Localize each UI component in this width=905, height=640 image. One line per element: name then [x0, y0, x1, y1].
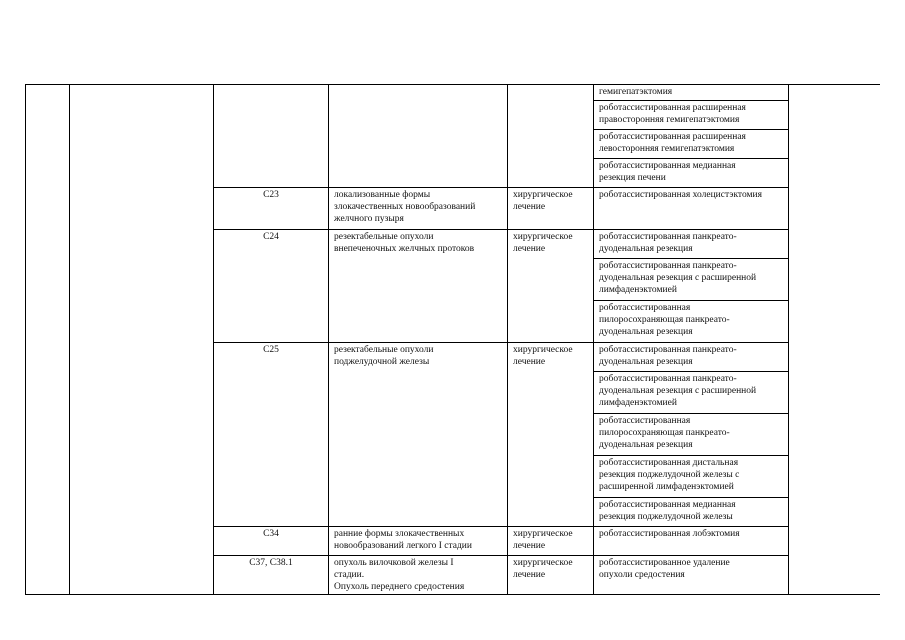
method-cell-text: роботассистированная медианная резекция поджелудочной железы: [599, 500, 736, 522]
diagnosis-cell: [329, 556, 508, 595]
method-cell-text: роботассистированная медианная резекция печени: [599, 161, 736, 183]
diagnosis-cell-text: ранние формы злокачественных новообразований легкого I стадии: [334, 529, 472, 551]
diagnosis-cell-text: локализованные формы злокачественных новообразований желчного пузыря: [334, 190, 476, 224]
method-cell-text: роботассистированная дистальная резекция поджелудочной железы с расширенной лимфаденэктомией: [599, 458, 740, 492]
method-cell-text: роботассистированная холецистэктомия: [599, 190, 762, 200]
method-cell: [594, 556, 789, 595]
method-cell: [594, 414, 789, 456]
method-cell: [594, 130, 789, 159]
method-cell-text: роботассистированная панкреато- дуоденальная резекция с расширенной лимфаденэктомией: [599, 374, 757, 408]
method-cell: [594, 301, 789, 343]
code-cell-text: C23: [263, 190, 279, 200]
table-body: [26, 85, 881, 595]
method-cell-text: роботассистированное удаление опухоли средостения: [599, 558, 730, 580]
treatment-table: [25, 84, 880, 595]
method-cell-text: роботассистированная пилоросохраняющая панкреато- дуоденальная резекция: [599, 416, 730, 450]
treatment-cell-text: хирургическое лечение: [513, 232, 573, 254]
diagnosis-cell-text: резектабельные опухоли внепеченочных желчных протоков: [334, 232, 475, 254]
treatment-cell: [508, 556, 594, 595]
diagnosis-cell: [329, 85, 508, 188]
code-cell: [214, 527, 329, 556]
method-cell-text: роботассистированная панкреато- дуоденальная резекция с расширенной лимфаденэктомией: [599, 261, 757, 295]
code-cell: [214, 343, 329, 527]
method-cell-text: гемигепатэктомия: [599, 87, 673, 97]
code-cell-text: C24: [263, 232, 279, 242]
row-number-cell: [26, 85, 70, 595]
method-cell-text: роботассистированная панкреато- дуоденальная резекция: [599, 345, 737, 367]
code-cell: [214, 188, 329, 230]
code-cell-text: C37, C38.1: [249, 558, 293, 568]
diagnosis-cell: [329, 343, 508, 527]
diagnosis-cell: [329, 527, 508, 556]
method-cell-text: роботассистированная расширенная левосторонняя гемигепатэктомия: [599, 132, 746, 154]
table-row: [26, 85, 881, 101]
document-page: [25, 84, 880, 597]
method-cell: [594, 372, 789, 414]
code-cell: [214, 230, 329, 343]
method-cell-text: роботассистированная лобэктомия: [599, 529, 740, 539]
method-cell: [594, 85, 789, 101]
treatment-cell-text: хирургическое лечение: [513, 190, 573, 212]
treatment-cell: [508, 230, 594, 343]
method-cell: [594, 101, 789, 130]
method-cell: [594, 188, 789, 230]
diagnosis-cell: [329, 230, 508, 343]
method-cell-text: роботассистированная расширенная правосторонняя гемигепатэктомия: [599, 103, 746, 125]
diagnosis-cell: [329, 188, 508, 230]
code-cell-text: C34: [263, 529, 279, 539]
method-cell: [594, 343, 789, 372]
method-cell: [594, 527, 789, 556]
care-type-cell: [70, 85, 214, 595]
treatment-cell: [508, 527, 594, 556]
method-cell: [594, 259, 789, 301]
treatment-cell-text: хирургическое лечение: [513, 558, 573, 580]
method-cell: [594, 230, 789, 259]
treatment-cell: [508, 188, 594, 230]
method-cell-text: роботассистированная панкреато- дуоденальная резекция: [599, 232, 737, 254]
method-cell: [594, 498, 789, 527]
code-cell-text: C25: [263, 345, 279, 355]
code-cell: [214, 556, 329, 595]
method-cell-text: роботассистированная пилоросохраняющая панкреато- дуоденальная резекция: [599, 303, 730, 337]
treatment-cell-text: хирургическое лечение: [513, 529, 573, 551]
treatment-cell: [508, 343, 594, 527]
diagnosis-cell-text: опухоль вилочковой железы I стадии. Опухоль переднего средостения: [334, 558, 465, 592]
method-cell: [594, 456, 789, 498]
method-cell: [594, 159, 789, 188]
diagnosis-cell-text: резектабельные опухоли поджелудочной железы: [334, 345, 434, 367]
treatment-cell-text: хирургическое лечение: [513, 345, 573, 367]
cost-cell: [789, 85, 881, 595]
code-cell: [214, 85, 329, 188]
treatment-cell: [508, 85, 594, 188]
